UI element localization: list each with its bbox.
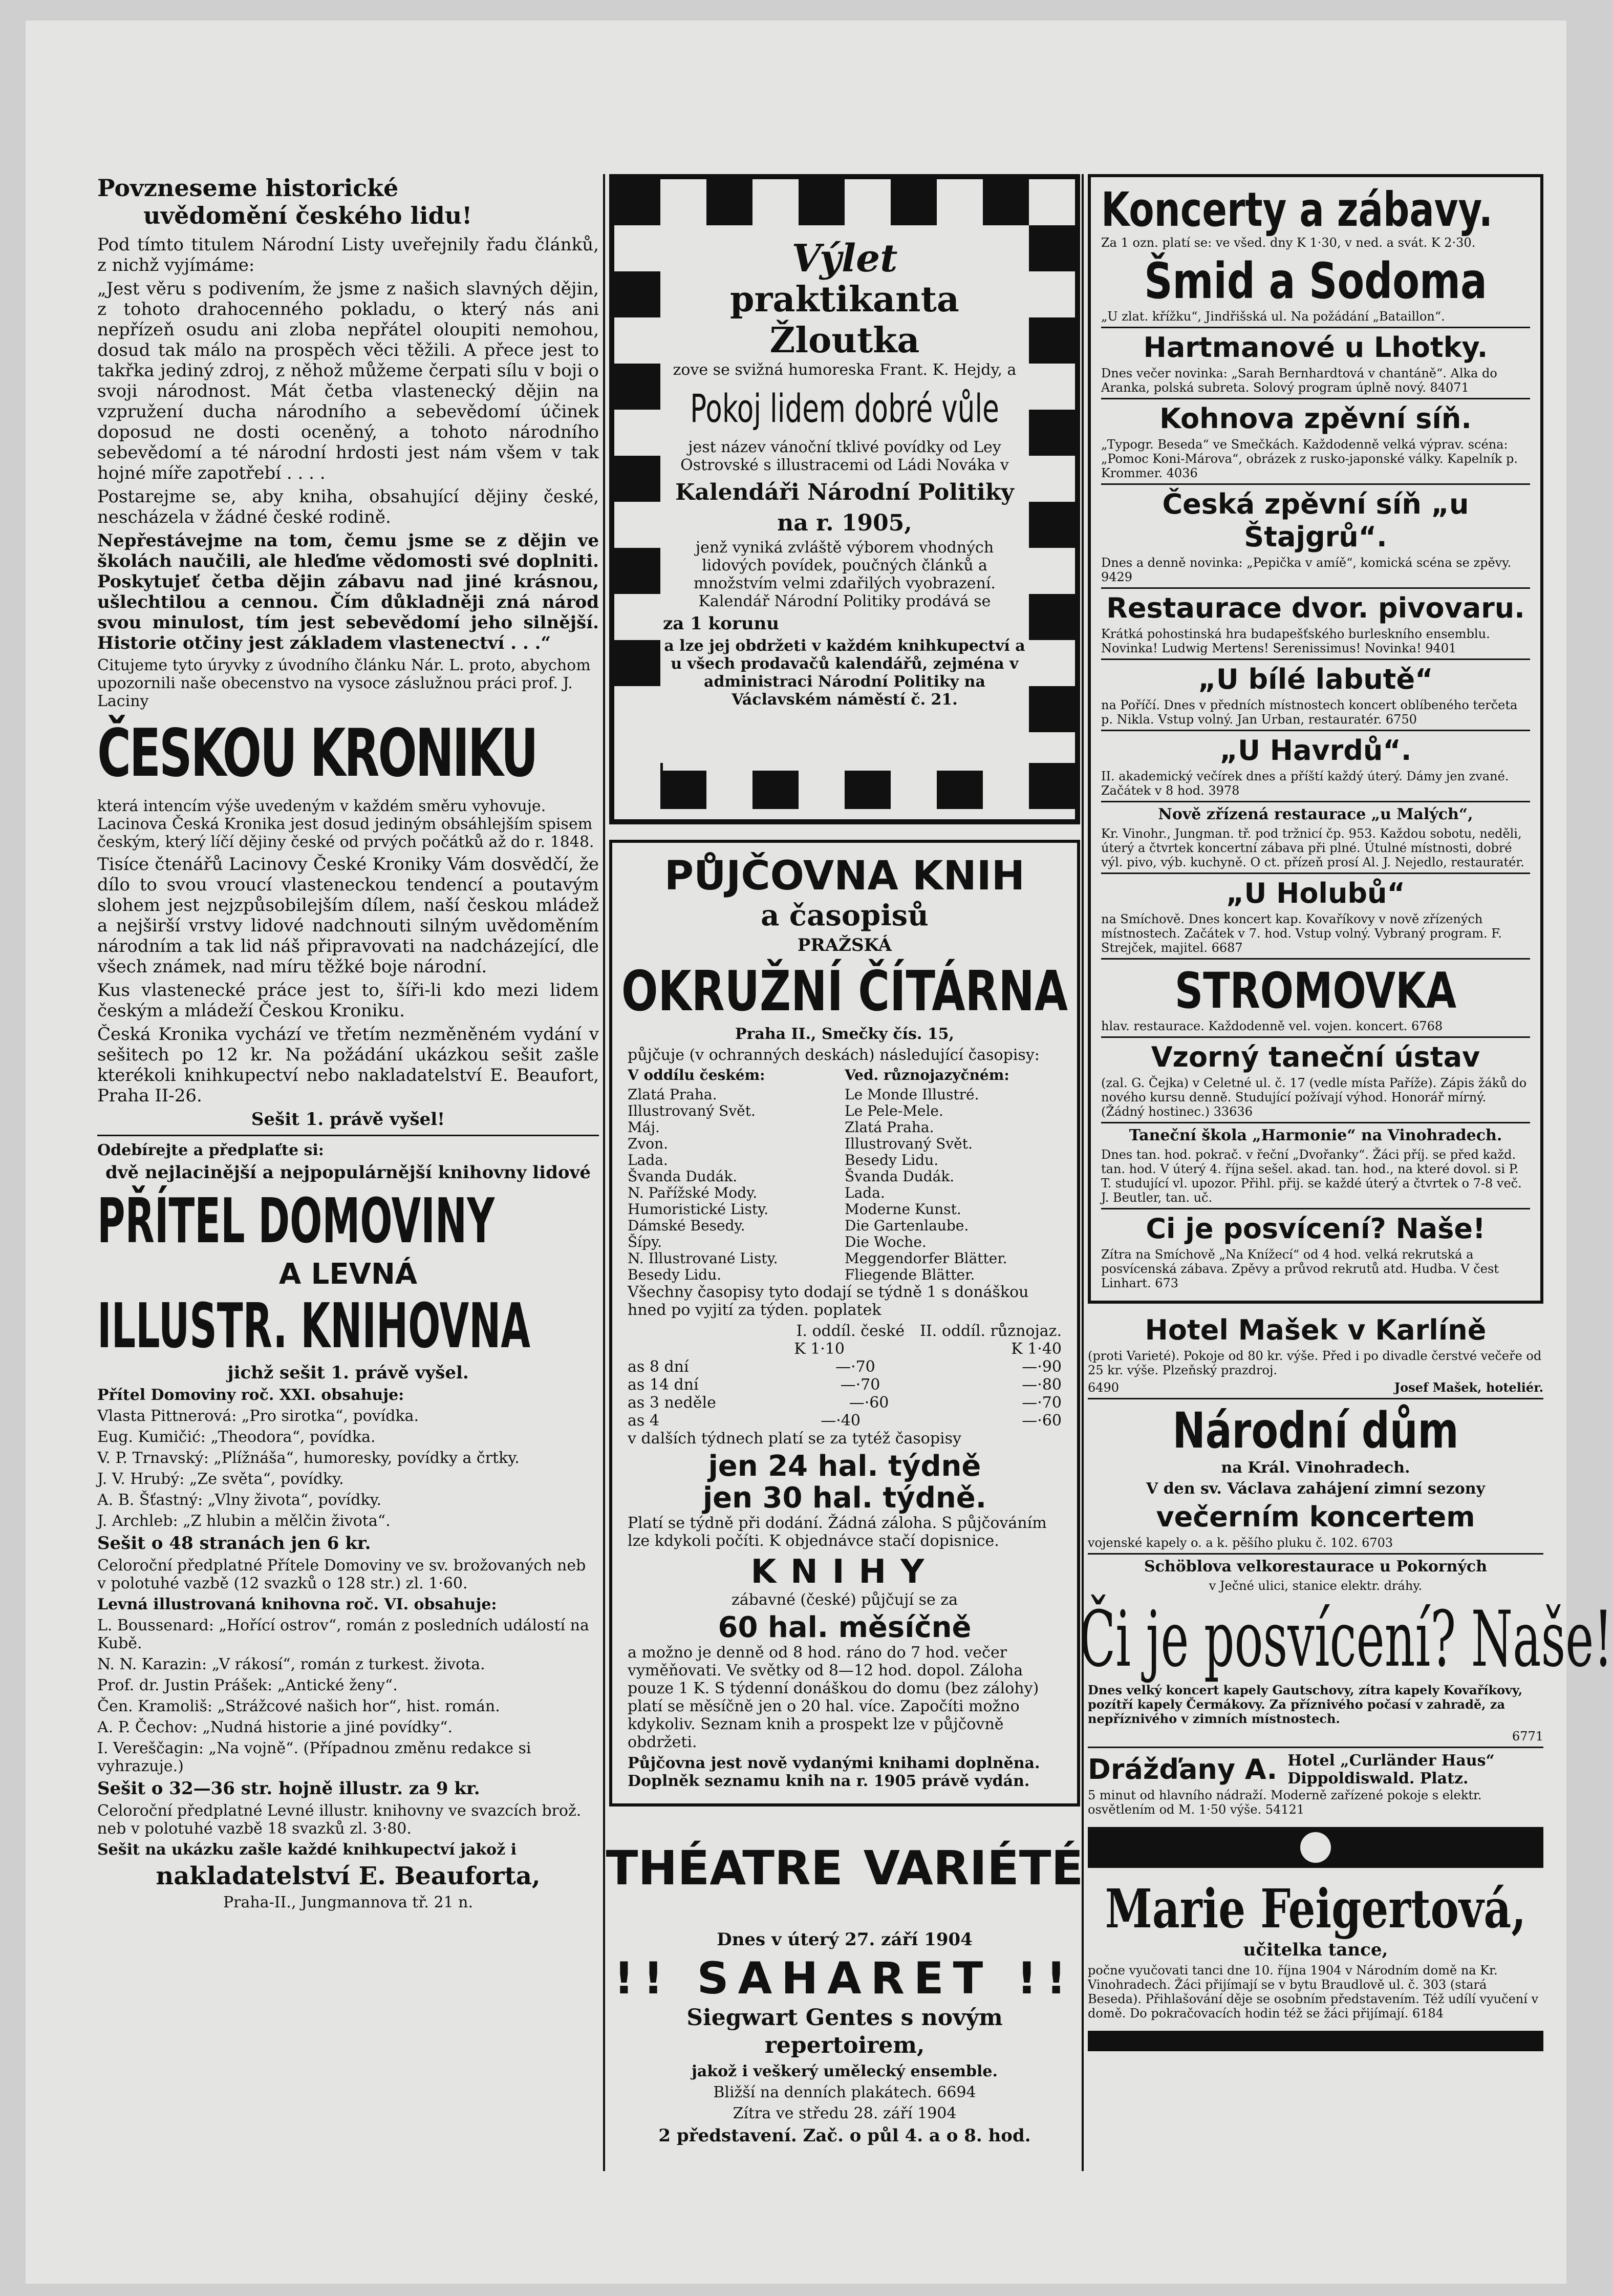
article-p9: Česká Kronika vychází ve třetím nezměněném vydání v sešitech po 12 kr. Na požádání ukázkou sešit zašle kterékoli knihkupectví nebo nakladatelství E. Beaufort, Praha II-26. — [97, 1024, 599, 1106]
nakladatelstvi: nakladatelství E. Beauforta, — [156, 1862, 541, 1890]
list-item: Vlasta Pittnerová: „Pro sirotka“, povídka. — [97, 1407, 419, 1425]
kronika-heading: ČESKOU KRONIKU — [97, 715, 537, 792]
cell: —·40 — [821, 1412, 861, 1430]
cell: —·70 — [840, 1376, 880, 1394]
article-p3: Postarejme se, aby kniha, obsahující dějiny české, nescházela v žádné české rodině. — [97, 486, 599, 527]
list-item: J. Archleb: „Z hlubin a mělčin života“. — [97, 1512, 391, 1530]
kalendar-title: Kalendáři Národní Politiky na r. 1905, — [675, 479, 1014, 536]
list-item: Zlatá Praha. — [845, 1119, 934, 1136]
ad-number: 6490 — [1088, 1380, 1120, 1395]
cell: as 4 — [628, 1412, 659, 1430]
okruzni-heading: OKRUŽNÍ ČÍTÁRNA — [621, 960, 1068, 1024]
praktikant-title: praktikanta Žloutka — [730, 279, 959, 361]
article-p1: Pod tímto titulem Národní Listy uveřejnily řadu článků, z nichž vyjímáme: — [97, 235, 599, 275]
koncerty-heading: Koncerty a zábavy. — [1101, 182, 1493, 237]
pokoj-title: Pokoj lidem dobré vůle — [690, 386, 999, 431]
separator — [1088, 1398, 1543, 1399]
u-havrdu: „U Havrdů“. — [1219, 734, 1412, 767]
dalsich-text: v dalších týdnech platí se za tytéž časopisy — [628, 1430, 961, 1448]
list-item: Illustrovaný Svět. — [845, 1135, 973, 1152]
havrdu-sub: II. akademický večírek dnes a příští každý úterý. Dámy jen zvané. Začátek v 8 hod. 3978 — [1101, 769, 1509, 798]
list-item: Zvon. — [628, 1135, 669, 1152]
levna-rocnik: Levná illustrovaná knihovna roč. VI. obsahuje: — [97, 1596, 497, 1613]
list-item: A. B. Šťastný: „Vlny života“, povídky. — [97, 1491, 382, 1509]
cell: —·60 — [849, 1394, 889, 1412]
drazdany-hotel — [1287, 1752, 1495, 1788]
blizsi-text — [609, 2084, 1080, 2101]
prazska-heading: PRAŽSKÁ — [797, 935, 892, 955]
ceska-zpevni: Česká zpěvní síň „u Štajgrů“. — [1162, 488, 1469, 553]
table-row — [628, 1340, 1062, 1358]
bile-sub: na Poříčí. Dnes v předních místnostech koncert oblíbeného terčeta p. Nikla. Vstup volný. Jan Urban, restauratér. 6750 — [1101, 698, 1518, 727]
ornament-bar-bottom — [1088, 2031, 1543, 2051]
plati-text: Platí se týdně při dodání. Žádná záloha. S půjčováním lze kdykoli počíti. K objednávce stačí dopisnice. — [628, 1514, 1047, 1550]
narodni-tail: vojenské kapely o. a k. pěšího pluku č. 102. 6703 — [1088, 1536, 1393, 1550]
pujcovna-nove: Půjčovna jest nově vydanými knihami doplněna. Doplněk seznamu knih na r. 1905 právě vydán. — [628, 1754, 1040, 1790]
ornament-bar — [1088, 1827, 1543, 1868]
table-row — [628, 1376, 1062, 1394]
tydne-24: jen 24 hal. týdně — [708, 1450, 981, 1483]
headline-1: Povzneseme historické — [97, 174, 399, 202]
cell: K 1·10 — [794, 1340, 845, 1358]
kalendar-ad-frame — [609, 174, 1080, 824]
separator — [1101, 398, 1530, 399]
smid-sodoma: Šmid a Sodoma — [1144, 252, 1487, 310]
list-item: N. N. Karazin: „V rákosí“, román z turkest. života. — [97, 1655, 485, 1673]
column-rule-1 — [603, 174, 605, 2171]
separator — [1101, 730, 1530, 731]
stromovka-sub: hlav. restaurace. Každodenně vel. vojen. koncert. 6768 — [1101, 1019, 1443, 1033]
siegwart-text: Siegwart Gentes s novým repertoirem, — [686, 2005, 1003, 2058]
kohnova-sub: „Typogr. Beseda“ ve Smečkách. Každodenně velká výprav. scéna: „Pomoc Koni-Márova“, obrázek z rusko-japonské války. Kapelník p. Krommer. 4036 — [1101, 437, 1518, 480]
vylet-title: Výlet — [791, 237, 898, 281]
list-item: I. Vereščagin: „Na vojně“. (Případnou změnu redakce si vyhrazuje.) — [97, 1739, 531, 1775]
marie-feigertova: Marie Feigertová, — [1105, 1877, 1526, 1940]
list-item: Švanda Dudák. — [628, 1168, 738, 1185]
pritel-list — [97, 1407, 599, 1530]
table-row — [628, 1358, 1062, 1376]
narodni-dum: Národní dům — [1172, 1402, 1459, 1459]
hotel-masek: Hotel Mašek v Karlíně — [1145, 1314, 1487, 1346]
list-item: Moderne Kunst. — [845, 1201, 961, 1218]
masek-footer — [1088, 1380, 1543, 1395]
celorocni-2: Celoroční předplatné Levné illustr. knihovny ve svazcích brož. neb v polotuhé vazbě 18 svazků zl. 3·80. — [97, 1802, 582, 1838]
ukazka: Sešit na ukázku zašle každé knihkupectví jakož i — [97, 1841, 517, 1859]
zove-text: zove se svižná humoreska Frant. K. Hejdy, a — [673, 361, 1017, 379]
masek-sub: (proti Varieté). Pokoje od 80 kr. výše. Před i po divadle čerstvé večeře od 25 kr. výše. Plzeňský prazdroj. — [1088, 1349, 1542, 1377]
list-item: Prof. dr. Justin Prášek: „Antické ženy“. — [97, 1676, 398, 1694]
pujcovna-adresa: Praha II., Smečky čís. 15, — [735, 1025, 954, 1043]
article-p6: která intencím výše uvedeným v každém směru vyhovuje. Lacinova Česká Kronika jest dosud jediným obsáhlejším spisem českým, který líčí dějiny české od prvých počátků až do r. 1848. — [97, 797, 594, 851]
posviceni: Ci je posvícení? Naše! — [1146, 1213, 1486, 1245]
table-row — [628, 1412, 1062, 1430]
vzorny-sub: (zal. G. Čejka) v Celetné ul. č. 17 (vedle místa Paříže). Zápis žáků do nového kursu denně. Studující požívají výhod. Honorář mírný. (Žádný hostinec.) 33636 — [1101, 1076, 1527, 1119]
cije-posviceni: Či je posvícení? Naše! — [1079, 1595, 1613, 1684]
jenz-text: jenž vyniká zvláště výborem vhodných lidových povídek, poučných článků a množstvím velmi zdařilých vyobrazení. Kalendář Národní Politiky prodává se — [694, 539, 996, 610]
list-item: Die Woche. — [845, 1234, 927, 1250]
separator — [1101, 873, 1530, 874]
separator — [1088, 1747, 1543, 1748]
article-p7: Tisíce čtenářů Lacinovy České Kroniky Vám dosvědčí, že dílo to svou vroucí vlasteneckou tendencí a poutavým slohem jest nejzpůsobilejším dílem, naší českou mládež a nejširší vrstvy lidové nadchnouti silným uvědoměním národním a tak lid náš připravovati na nadcházející, dle všech známek, nad míru těžké boje národní. — [97, 854, 599, 977]
saharet-heading: !! SAHARET !! — [614, 1953, 1076, 2004]
cizi-label: Ved. různojazyčném: — [845, 1067, 1009, 1083]
list-item: Besedy Lidu. — [628, 1266, 722, 1283]
jichz-sesit: jichž sešit 1. právě vyšel. — [227, 1363, 469, 1383]
right-column — [1079, 174, 1613, 2061]
separator — [1101, 958, 1530, 960]
cizi-list — [845, 1067, 1062, 1283]
price-col-1: I. oddíl. české — [796, 1322, 905, 1340]
vsechny-text: Všechny časopisy tyto dodají se týdně 1 s donáškou hned po vyjití za týden. poplatek — [628, 1283, 1029, 1319]
dippoldiswald: Dippoldiswald. Platz. — [1287, 1770, 1469, 1788]
casopisu-heading: a časopisů — [761, 899, 929, 932]
a-levna: A LEVNÁ — [278, 1258, 418, 1291]
left-column — [97, 174, 599, 1915]
narodni-den: V den sv. Václava zahájení zimní sezony — [1146, 1480, 1486, 1498]
cell: —·90 — [1022, 1358, 1062, 1376]
adresa-beaufort: Praha-II., Jungmannova tř. 21 n. — [223, 1894, 474, 1911]
narodni-sub: na Král. Vinohradech. — [1221, 1459, 1410, 1477]
cesky-label: V oddílu českém: — [628, 1067, 765, 1083]
schobl-sub: v Ječné ulici, stanice elektr. dráhy. — [1209, 1579, 1423, 1593]
jest-nazev-text: jest název vánoční tklivé povídky od Ley Ostrovské s illustracemi od Ládi Nováka v — [680, 438, 1009, 474]
price-table — [628, 1340, 1062, 1430]
knihy-heading: KNIHY — [750, 1553, 939, 1591]
article-p4: Nepřestávejme na tom, čemu jsme se z dějin ve školách naučili, ale hleďme vědomosti své doplniti. Poskytujeť četba dějin zábavu nad jiné krásnou, ušlechtilou a cennou. Čím důkladněji zná národ svou minulost, tím jest sebevědomí jeho silnější. Historie otčiny jest základem vlastenectví . . .“ — [97, 530, 599, 653]
drazdany: Drážďany A. — [1088, 1753, 1278, 1785]
obdrzeti-text: a lze jej obdržeti v každém knihkupectví a u všech prodavačů kalendářů, zejména v administraci Národní Politiky na Václavském náměstí č. 21. — [664, 637, 1025, 709]
separator — [1101, 483, 1530, 485]
pritel-domoviny-heading: PŘÍTEL DOMOVINY — [97, 1186, 495, 1257]
bila-labut: „U bílé labutě“ — [1198, 663, 1433, 695]
stromovka: STROMOVKA — [1174, 962, 1457, 1019]
list-item: N. Pařížské Mody. — [628, 1184, 758, 1201]
list-item: Fliegende Blätter. — [845, 1266, 975, 1283]
list-item: Čen. Kramoliš: „Strážcové našich hor“, hist. román. — [97, 1697, 500, 1715]
list-item: Švanda Dudák. — [845, 1168, 955, 1185]
list-item: Le Monde Illustré. — [845, 1086, 979, 1103]
nove-zrizena: Nově zřízená restaurace „u Malých“, — [1158, 805, 1473, 823]
theatre-word: THÉATRE — [606, 1840, 843, 1896]
list-item: Lada. — [628, 1152, 668, 1168]
cell: —·60 — [1022, 1412, 1062, 1430]
cell: —·70 — [1022, 1394, 1062, 1412]
price-col-2: II. oddíl. různojaz. — [920, 1322, 1062, 1340]
list-item: J. V. Hrubý: „Ze světa“, povídky. — [97, 1470, 344, 1488]
pujcuje-text: půjčuje (v ochranných deskách) následující časopisy: — [628, 1046, 1040, 1064]
zabavne-text: zábavné (české) půjčují se za — [732, 1591, 958, 1609]
cell: as 3 neděle — [628, 1394, 716, 1412]
restaurace-sub: Krátká pohostinská hra budapešťského burleskního ensemblu. Novinka! Ludwig Mertens! Serenissimus! Novinka! 9401 — [1101, 627, 1490, 655]
article-p2: „Jest věru s podivením, že jsme z našich slavných dějin, z tohoto drahocenného pokladu, o který nás ani nepřízeň osudu ani zloba nepřátel oloupiti nemohou, dosud tak málo na prospěch věci těžili. A přece jest to takřka jediný zdroj, z něhož můžeme čerpati sílu v boji o svoji národnost. Mát četba vlastenecký dějin na vzpružení ducha národního a sebevědomí účinek doposud ne dosti oceněný, a tohoto národního sebevědomí a té národní hrdosti jest nám všem v tak hojné míře zapotřebí . . . . — [97, 279, 599, 483]
drazdany-sub: 5 minut od hlavního nádraží. Moderně zařízené pokoje s elektr. osvětlením od M. 1·50 výše. 54121 — [1088, 1788, 1482, 1817]
ucitelka-tance: učitelka tance, — [1243, 1940, 1388, 1960]
pujcovna-ad — [609, 840, 1080, 1806]
tydne-30: jen 30 hal. týdně. — [702, 1481, 987, 1515]
nove-sub: Kr. Vinohr., Jungman. tř. pod tržnicí čp. 953. Každou sobotu, neděli, úterý a čtvrtek koncertní zábava při plné. Útulné místnosti, dobré výl. pivo, výb. kuchyně. O ct. přízeň prosí Al. J. Nejedlo, restauratér. — [1101, 826, 1524, 869]
separator — [1101, 801, 1530, 802]
separator — [1101, 1208, 1530, 1209]
article-p5: Citujeme tyto úryvky z úvodního článku Nár. L. proto, abychom upozornili naše obecenstvo na vysoce záslužnou práci prof. J. Laciny — [97, 656, 591, 710]
article-p8: Kus vlastenecké práce jest to, šíři-li kdo mezi lidem českým a mládeží Českou Kroniku. — [97, 980, 599, 1021]
blizsi-label: Bližší na denních plakátech. — [713, 2084, 932, 2101]
list-item: Dámské Besedy. — [628, 1217, 745, 1234]
tanecni-sub: Dnes tan. hod. pokrač. v řeční „Dvořanky“. Žáci příj. se před každ. tan. hod. V úterý 4. října sešel. akad. tan. hod., na které dovol. si P. T. studující vl. upozor. Přihl. přij. se každé úterý a čtvrtek o 7-8 več. J. Beutler, tan. uč. — [1101, 1147, 1522, 1205]
ad-number: 6694 — [937, 2084, 976, 2101]
u-holubu: „U Holubů“ — [1226, 877, 1405, 909]
illustr-knihovna-heading: ILLUSTR. KNIHOVNA — [97, 1291, 530, 1362]
table-row — [628, 1394, 1062, 1412]
drazdany-header — [1088, 1751, 1543, 1788]
hartmanove-sub: Dnes večer novinka: „Sarah Bernhardtová v chantáně“. Alka do Aranka, polská subreta. Solový program úplně nový. 84071 — [1101, 366, 1497, 395]
tanecni-skola: Taneční škola „Harmonie“ na Vinohradech. — [1129, 1126, 1502, 1144]
hotel-curlander: Hotel „Curländer Haus“ — [1287, 1752, 1495, 1770]
theatre-variete-heading — [606, 1806, 1084, 1929]
list-item: Illustrovaný Svět. — [628, 1102, 756, 1119]
divider — [97, 1135, 599, 1136]
feigert-sub: počne vyučovati tanci dne 10. října 1904 v Národním domě na Kr. Vinohradech. Žáci přijímají se v bytu Braudlově ul. č. 303 (stará Beseda). Přihlašování děje se osobním představením. Též udílí vyučení v domě. Do pokračovacích hodin též se žáci přijímají. 6184 — [1088, 1963, 1539, 2021]
magazine-lists — [628, 1067, 1062, 1283]
middle-column — [606, 174, 1084, 2149]
koncerty-sub: Za 1 ozn. platí se: ve všed. dny K 1·30, v ned. a svát. K 2·30. — [1101, 236, 1476, 250]
koncerty-box — [1088, 174, 1543, 1304]
posviceni-sub: Zítra na Smíchově „Na Knížecí“ od 4 hod. velká rekrutská a posvícenská zábava. Zpěvy a průvod rekrutů atd. Hudba. V čest Linhart. 673 — [1101, 1247, 1499, 1290]
newspaper-page — [26, 20, 1613, 2284]
odeb-label: Odebírejte a předplaťte si: — [97, 1141, 324, 1159]
sesit-48: Sešit o 48 stranách jen 6 kr. — [97, 1533, 371, 1554]
zitra-text: Zítra ve středu 28. září 1904 — [733, 2104, 957, 2122]
jakoz-text: jakož i veškerý umělecký ensemble. — [692, 2063, 998, 2080]
list-item: Humoristické Listy. — [628, 1201, 769, 1218]
cell: —·70 — [835, 1358, 875, 1376]
separator — [1101, 587, 1530, 589]
separator — [1101, 1036, 1530, 1038]
list-item: Lada. — [845, 1184, 885, 1201]
separator — [1088, 1553, 1543, 1555]
sesit-1-note: Sešit 1. právě vyšel! — [251, 1109, 445, 1130]
list-item: Zlatá Praha. — [628, 1086, 717, 1103]
kalendar-ad — [663, 228, 1026, 771]
celorocni-1: Celoroční předplatné Přítele Domoviny ve sv. brožovaných neb v polotuhé vazbě (12 svazků o 128 str.) zl. 1·60. — [97, 1557, 586, 1592]
ceska-sub: Dnes a denně novinka: „Pepička v amíě“, komická scéna se zpěvy. 9429 — [1101, 556, 1512, 584]
cell: —·80 — [1022, 1376, 1062, 1394]
masek-signature: Josef Mašek, hoteliér. — [1394, 1380, 1543, 1395]
dve-knihovny: dvě nejlacinější a nejpopulárnější knihovny lidové — [105, 1162, 591, 1183]
koruna-price: za 1 korunu — [663, 613, 779, 634]
list-item: Meggendorfer Blätter. — [845, 1250, 1007, 1267]
hal-60: 60 hal. měsíčně — [718, 1611, 972, 1644]
list-item: N. Illustrované Listy. — [628, 1250, 778, 1267]
predstaveni-text: 2 představení. Zač. o půl 4. a o 8. hod. — [658, 2125, 1031, 2146]
list-item: L. Boussenard: „Hořící ostrov“, román z posledních událostí na Kubě. — [97, 1617, 589, 1652]
restaurace-pivovaru: Restaurace dvor. pivovaru. — [1106, 592, 1525, 624]
hartmanove: Hartmanové u Lhotky. — [1143, 331, 1488, 364]
cije-sub: Dnes velký koncert kapely Gautschovy, zítra kapely Kovaříkovy, pozítří kapely Čermákovy. Za příznivého počasí v zahradě, za nepříznivého v zimních místnostech. — [1088, 1683, 1523, 1726]
denne-text: a možno je denně od 8 hod. ráno do 7 hod. večer vyměňovati. Ve světky od 8—12 hod. dopol. Záloha pouze 1 K. S týdenní donáškou do domu (bez zálohy) platí se měsíčně jen o 20 hal. více. Započíti možno kdykoliv. Seznam knih a prospekt lze v půjčovně obdržeti. — [628, 1644, 1039, 1751]
separator — [1101, 658, 1530, 660]
headline-2: uvědomění českého lidu! — [143, 202, 472, 229]
cell: as 14 dní — [628, 1376, 699, 1394]
list-item: V. P. Trnavský: „Plížnáša“, humoresky, povídky a črtky. — [97, 1449, 520, 1467]
vzorny-ustav: Vzorný taneční ústav — [1151, 1041, 1480, 1073]
ad-number: 6771 — [1512, 1729, 1543, 1744]
list-item: Die Gartenlaube. — [845, 1217, 969, 1234]
list-item: Šípy. — [628, 1234, 662, 1250]
cesky-list — [628, 1067, 845, 1283]
list-item: Máj. — [628, 1119, 660, 1136]
variete-word: VARIÉTÉ — [863, 1840, 1084, 1896]
vecernim-koncertem: večerním koncertem — [1156, 1501, 1475, 1533]
pujcovna-heading: PŮJČOVNA KNIH — [664, 853, 1025, 899]
list-item: A. P. Čechov: „Nudná historie a jiné povídky“. — [97, 1718, 453, 1736]
cell: as 8 dní — [628, 1358, 689, 1376]
levna-list — [97, 1617, 599, 1775]
pritel-rocnik: Přítel Domoviny roč. XXI. obsahuje: — [97, 1386, 404, 1404]
separator — [1101, 327, 1530, 328]
smid-sub: „U zlat. křížku“, Jindřišská ul. Na požádání „Bataillon“. — [1101, 309, 1445, 324]
price-headers — [628, 1322, 1062, 1340]
dnes-date: Dnes v úterý 27. září 1904 — [717, 1929, 973, 1950]
cell: K 1·40 — [1011, 1340, 1062, 1358]
kohnova: Kohnova zpěvní síň. — [1159, 402, 1472, 435]
schobl-heading: Schöblova velkorestaurace u Pokorných — [1144, 1558, 1488, 1576]
list-item: Le Pele-Mele. — [845, 1102, 943, 1119]
list-item: Besedy Lidu. — [845, 1152, 939, 1168]
separator — [1101, 1122, 1530, 1123]
sesit-32: Sešit o 32—36 str. hojně illustr. za 9 kr. — [97, 1778, 480, 1799]
holubu-sub: na Smíchově. Dnes koncert kap. Kovaříkovy v nově zřízených místnostech. Začátek v 7. hod. Vstup volný. Vybraný program. F. Strejček, majitel. 6687 — [1101, 912, 1502, 955]
list-item: Eug. Kumičić: „Theodora“, povídka. — [97, 1428, 376, 1446]
